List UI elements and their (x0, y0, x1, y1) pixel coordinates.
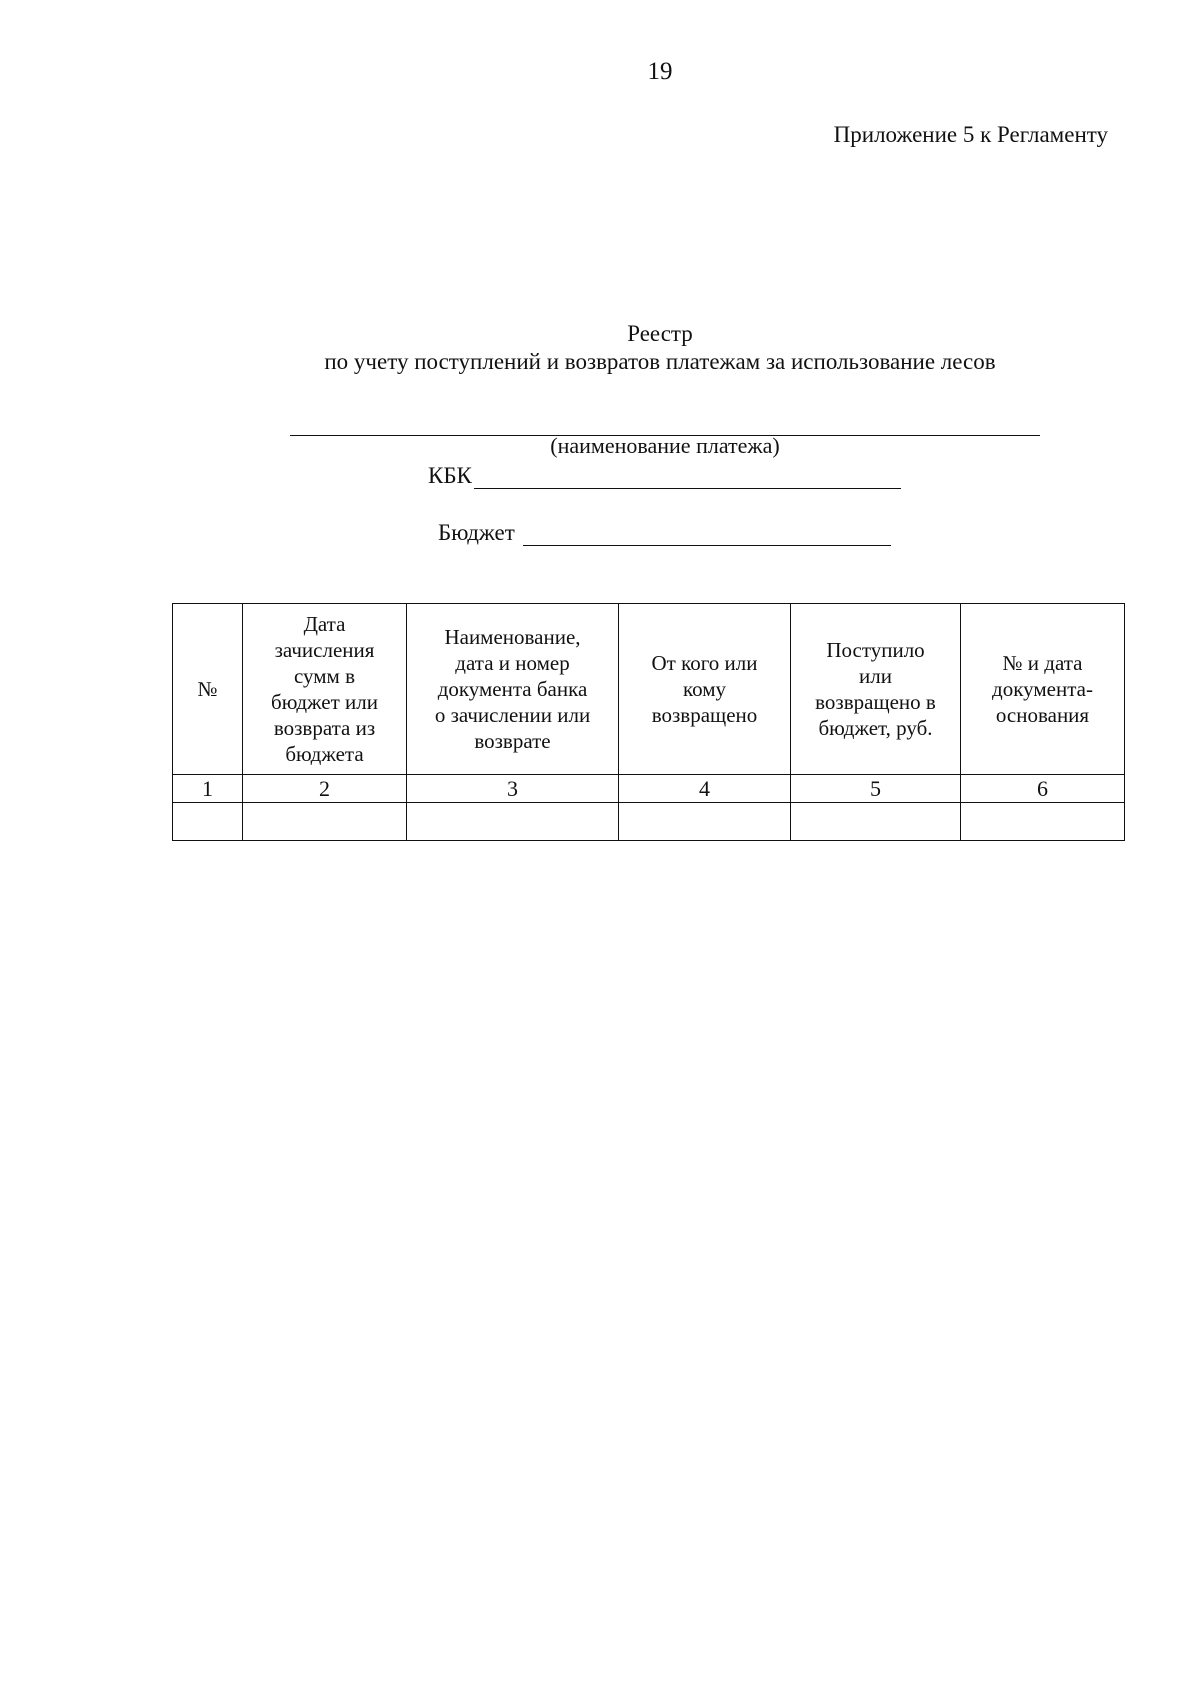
table-cell (619, 803, 791, 841)
table-cell (961, 803, 1125, 841)
header-cell-basis-document: № и дата документа- основания (961, 604, 1125, 775)
title-line-2: по учету поступлений и возвратов платежам за использование лесов (324, 349, 996, 374)
header-cell-amount: Поступило или возвращено в бюджет, руб. (791, 604, 961, 775)
kbk-blank-line (474, 466, 901, 489)
payment-name-caption: (наименование платежа) (550, 433, 780, 458)
column-number-cell: 3 (407, 775, 619, 803)
column-number-cell: 1 (173, 775, 243, 803)
column-number-cell: 4 (619, 775, 791, 803)
column-number-row (173, 775, 1125, 803)
kbk-field (428, 463, 901, 489)
column-number-cell: 5 (791, 775, 961, 803)
title-line-1: Реестр (627, 321, 693, 346)
appendix-label: Приложение 5 к Регламенту (833, 122, 1108, 147)
header-cell-bank-document: Наименование, дата и номер документа банка о зачислении или возврате (407, 604, 619, 775)
header-cell-number: № (173, 604, 243, 775)
column-number-cell: 6 (961, 775, 1125, 803)
table-cell (243, 803, 407, 841)
table-cell (407, 803, 619, 841)
table-cell (173, 803, 243, 841)
column-number-cell: 2 (243, 775, 407, 803)
table-row (173, 803, 1125, 841)
header-cell-date: Дата зачисления сумм в бюджет или возврата из бюджета (243, 604, 407, 775)
page-number: 19 (647, 58, 673, 85)
budget-field (438, 520, 891, 546)
budget-label: Бюджет (438, 520, 515, 545)
kbk-label: КБК (428, 463, 472, 488)
registry-table (172, 603, 1125, 841)
header-cell-from-whom: От кого или кому возвращено (619, 604, 791, 775)
document-title (200, 320, 1120, 376)
budget-blank-line (523, 523, 891, 546)
table-cell (791, 803, 961, 841)
table-header-row (173, 604, 1125, 775)
